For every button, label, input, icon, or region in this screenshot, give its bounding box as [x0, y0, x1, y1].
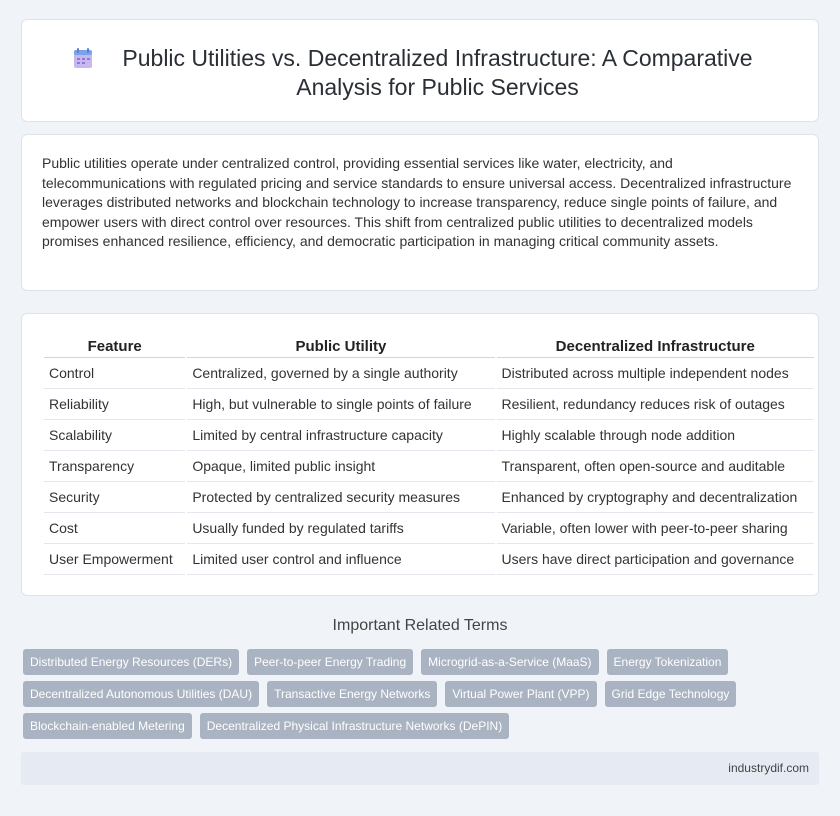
header-feature: Feature: [44, 335, 185, 358]
table-cell: Transparent, often open-source and auditable: [497, 451, 814, 482]
intro-paragraph: Public utilities operate under centralized control, providing essential services like water, electricity, and telecommunications with regulated pricing and service standards to ensure universal access. Decentralized infrastructure leverages distributed networks and blockchain technology to increase transparency, reduce single points of failure, and empower users with direct control over resources. This shift from centralized public utilities to decentralized models promises enhanced resilience, efficiency, and democratic participation in managing critical community assets.: [42, 155, 792, 250]
page-title: Public Utilities vs. Decentralized Infrastructure: A Comparative Analysis for Public Services: [122, 45, 753, 100]
table-cell: Reliability: [44, 389, 185, 420]
table-cell: Usually funded by regulated tariffs: [187, 513, 494, 544]
table-row: [44, 451, 814, 482]
related-term-tag[interactable]: Decentralized Autonomous Utilities (DAU): [23, 681, 259, 707]
related-term-tag[interactable]: Virtual Power Plant (VPP): [445, 681, 596, 707]
table-header-row: [44, 335, 814, 358]
table-row: [44, 358, 814, 389]
related-term-tag[interactable]: Grid Edge Technology: [605, 681, 737, 707]
footer: [21, 752, 819, 785]
table-cell: Resilient, redundancy reduces risk of outages: [497, 389, 814, 420]
intro-card: [21, 134, 819, 291]
related-term-tag[interactable]: Blockchain-enabled Metering: [23, 713, 192, 739]
tag-row: [23, 713, 823, 739]
tag-row: [23, 681, 823, 707]
table-cell: Variable, often lower with peer-to-peer sharing: [497, 513, 814, 544]
related-term-tag[interactable]: Decentralized Physical Infrastructure Networks (DePIN): [200, 713, 509, 739]
table-row: [44, 420, 814, 451]
table-cell: User Empowerment: [44, 544, 185, 575]
table-cell: Protected by centralized security measures: [187, 482, 494, 513]
table-cell: Users have direct participation and governance: [497, 544, 814, 575]
table-row: [44, 513, 814, 544]
table-cell: Transparency: [44, 451, 185, 482]
tag-row: [23, 649, 823, 675]
table-row: [44, 389, 814, 420]
related-term-tag[interactable]: Peer-to-peer Energy Trading: [247, 649, 413, 675]
related-term-tag[interactable]: Microgrid-as-a-Service (MaaS): [421, 649, 598, 675]
related-terms-list: [23, 649, 823, 745]
table-cell: Opaque, limited public insight: [187, 451, 494, 482]
header-decentralized: Decentralized Infrastructure: [497, 335, 814, 358]
comparison-table: [42, 335, 816, 575]
related-term-tag[interactable]: Energy Tokenization: [607, 649, 729, 675]
table-cell: Cost: [44, 513, 185, 544]
table-cell: Limited by central infrastructure capacity: [187, 420, 494, 451]
table-cell: Limited user control and influence: [187, 544, 494, 575]
table-row: [44, 482, 814, 513]
title-card: [21, 19, 819, 122]
related-term-tag[interactable]: Distributed Energy Resources (DERs): [23, 649, 239, 675]
table-cell: Scalability: [44, 420, 185, 451]
footer-site-link[interactable]: industrydif.com: [728, 761, 809, 775]
table-cell: Control: [44, 358, 185, 389]
table-cell: Distributed across multiple independent nodes: [497, 358, 814, 389]
comparison-card: [21, 313, 819, 596]
table-row: [44, 544, 814, 575]
table-cell: Centralized, governed by a single authority: [187, 358, 494, 389]
table-cell: Enhanced by cryptography and decentralization: [497, 482, 814, 513]
table-cell: High, but vulnerable to single points of failure: [187, 389, 494, 420]
related-terms-title: Important Related Terms: [332, 617, 508, 634]
table-cell: Security: [44, 482, 185, 513]
header-public-utility: Public Utility: [187, 335, 494, 358]
related-term-tag[interactable]: Transactive Energy Networks: [267, 681, 437, 707]
table-cell: Highly scalable through node addition: [497, 420, 814, 451]
